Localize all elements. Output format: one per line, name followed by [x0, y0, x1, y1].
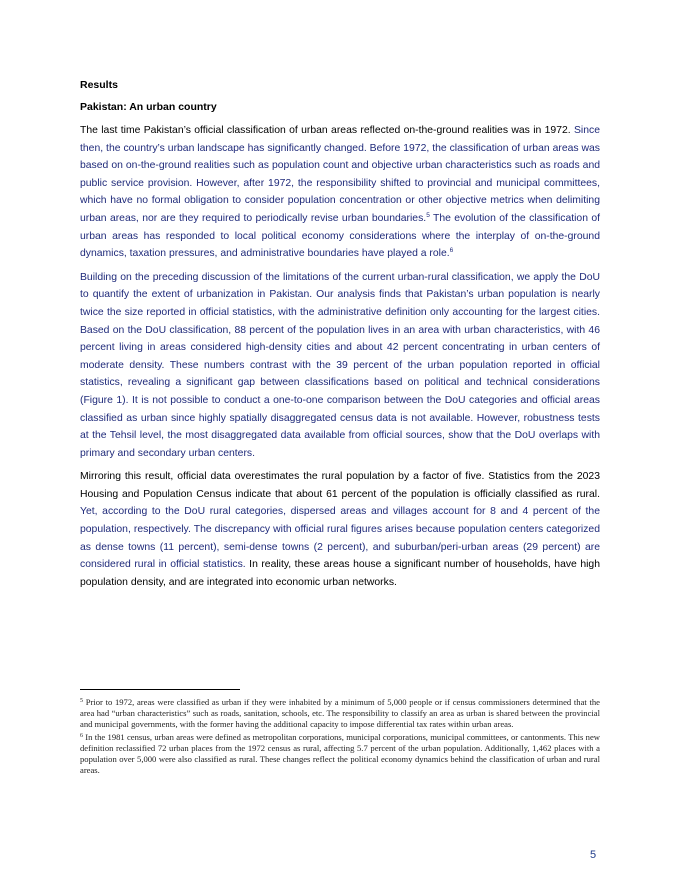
footnote-ref-6[interactable]: 6 [449, 247, 454, 255]
footnote-marker: 6 [80, 732, 83, 739]
footnote [80, 732, 600, 777]
footnote [80, 697, 600, 731]
page-number: 5 [590, 849, 597, 861]
paragraph-1-body: Since then, the country’s urban landscape has significantly changed. Before 1972, the classification of urban areas was based on on-the-ground realities such as population count and objective urban characteristics such as roads and public service provision. However, after 1972, the responsibility shifted to provincial and municipal committees, which have no formal obligation to consider population concentration or other objective metrics when delimiting urban areas, nor are they required to periodically revise urban boundaries. [80, 125, 600, 224]
paragraph-2: Building on the preceding discussion of the limitations of the current urban-rural classification, we apply the DoU to quantify the extent of urbanization in Pakistan. Our analysis finds that Pakistan’s urban population is nearly twice the size reported in official statistics, with the administrative definition only accounting for the largest cities. Based on the DoU classification, 88 percent of the population lives in an area with urban characteristics, with 46 percent living in areas considered high-density cities and about 42 percent concentrating in urban centers of moderate density. These numbers contrast with the 39 percent of the urban population reported in official statistics, revealing a significant gap between classifications based on political and technical considerations (Figure 1). It is not possible to conduct a one-to-one comparison between the DoU categories and official areas classified as urban since highly spatially disaggregated census data is not available. However, robustness tests at the Tehsil level, the most disaggregated data available from official sources, show that the DoU overlaps with primary and secondary urban centers. [80, 271, 600, 459]
subsection-heading: Pakistan: An urban country [80, 101, 217, 113]
footnote-separator [80, 689, 240, 690]
document-page [80, 78, 600, 597]
footnote-text: In the 1981 census, urban areas were defined as metropolitan corporations, municipal corporations, municipal committees, or cantonments. This new definition reclassified 72 urban places from the 1972 census as rural, affecting 5.7 percent of the urban population. Additionally, 1,462 places with a population over 5,000 were also classified as rural. These changes reflect the political economy dynamics behind the classification of urban and rural areas. [80, 731, 600, 776]
footnote-marker: 5 [80, 698, 83, 704]
paragraph-3-part-1: Mirroring this result, official data overestimates the rural population by a factor of five. Statistics from the 2023 Housing and Population Census indicate that about 61 percent of the population is officially classified as rural. [80, 471, 600, 500]
footnote-ref-5[interactable]: 5 [426, 211, 430, 219]
paragraph-3 [80, 468, 600, 591]
footnote-text: Prior to 1972, areas were classified as urban if they were inhabited by a minimum of 5,000 people or if census commissioners determined that the area had “urban characteristics” such as roads, sanitation, schools, etc. The responsibility to classify an area as urban is shared between the provincial and municipal governments, with the former having the additional capacity to impose differential tax rates within urban areas. [80, 697, 600, 730]
footnotes [80, 697, 600, 777]
paragraph-1 [80, 122, 600, 263]
paragraph-1-lead: The last time Pakistan’s official classification of urban areas reflected on-the-ground realities was in 1972. [80, 125, 571, 136]
paragraph-3-part-2: Yet, according to the DoU rural categories, dispersed areas and villages account for 8 and 4 percent of the population, respectively. The discrepancy with official rural figures arises because population centers categorized as dense towns (11 percent), semi-dense towns (2 percent), and suburban/peri-urban areas (29 percent) are considered rural in official statistics. [80, 506, 600, 571]
paragraph-1-body-2: The evolution of the classification of urban areas has responded to local political economy considerations where the interplay of on-the-ground dynamics, taxation pressures, and administrative boundaries have played a role. [80, 212, 601, 260]
paragraph-3-part-3: In reality, these areas house a significant number of households, have high population density, and are integrated into economic urban networks. [80, 559, 600, 588]
section-heading: Results [80, 79, 118, 91]
